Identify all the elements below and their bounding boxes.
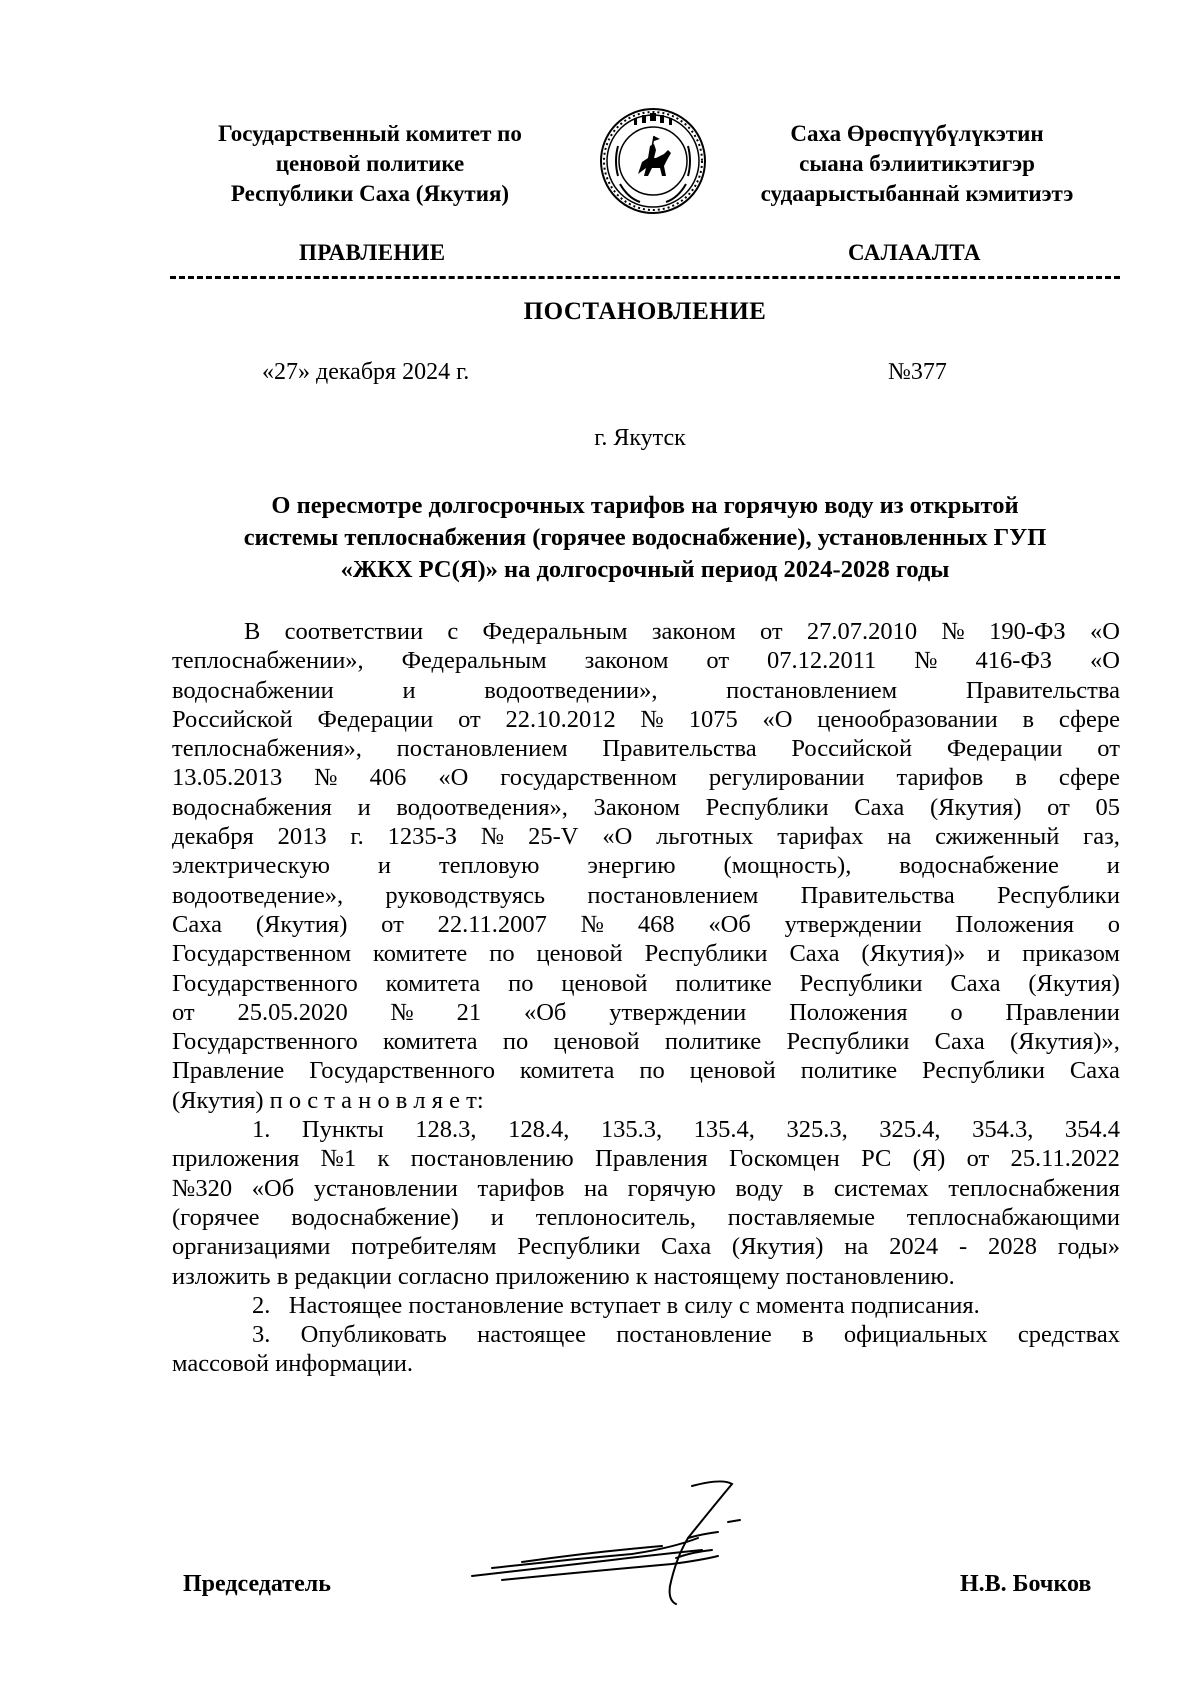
header-right-line: сыана бэлиитикэтигэр [799, 151, 1035, 176]
body-line: 2. Настоящее постановление вступает в силу с момента подписания. [252, 1291, 980, 1319]
header-right-org-name [712, 119, 1122, 209]
document-body [172, 617, 1120, 1379]
board-label-sakha: САЛААЛТА [848, 240, 981, 265]
body-line: Государственного комитета по ценовой политике Республики Саха (Якутия) [172, 969, 1120, 997]
dashed-divider [170, 276, 1120, 279]
body-line: Правление Государственного комитета по ценовой политике Республики Саха [172, 1057, 1120, 1085]
board-label-ru: ПРАВЛЕНИЕ [299, 240, 446, 265]
body-line: теплоснабжении», Федеральным законом от 07.12.2011 № 416-ФЗ «О [172, 647, 1120, 675]
body-line: 1. Пункты 128.3, 128.4, 135.3, 135.4, 325.3, 325.4, 354.3, 354.4 [252, 1116, 1120, 1144]
body-line: №320 «Об установлении тарифов на горячую воду в системах теплоснабжения [172, 1174, 1120, 1202]
body-line: водоснабжения и водоотведения», Законом Республики Саха (Якутия) от 05 [172, 793, 1120, 821]
document-subject [170, 490, 1120, 586]
body-line: электрическую и тепловую энергию (мощность), водоснабжение и [172, 852, 1120, 880]
body-line: (горячее водоснабжение) и теплоноситель, поставляемые теплоснабжающими [172, 1203, 1120, 1231]
body-line: 3. Опубликовать настоящее постановление в официальных средствах [252, 1321, 1120, 1349]
header-right-line: судаарыстыбаннай кэмитиэтэ [760, 181, 1074, 206]
body-line: от 25.05.2020 № 21 «Об утверждении Положения о Правлении [172, 998, 1120, 1026]
signatory-name: Н.В. Бочков [960, 1571, 1092, 1597]
subject-line: О пересмотре долгосрочных тарифов на горячую воду из открытой [271, 492, 1019, 519]
document-number: №377 [888, 359, 947, 385]
body-line: организациями потребителям Республики Саха (Якутия) на 2024 - 2028 годы» [172, 1233, 1120, 1261]
body-line: массовой информации. [172, 1350, 413, 1378]
body-line: Российской Федерации от 22.10.2012 № 1075 «О ценообразовании в сфере [172, 705, 1120, 733]
header-left-org-name [150, 119, 590, 209]
body-line: декабря 2013 г. 1235-З № 25-V «О льготных тарифах на сжиженный газ, [172, 823, 1120, 851]
subject-line: системы теплоснабжения (горячее водоснабжение), установленных ГУП [243, 524, 1047, 551]
body-line: Саха (Якутия) от 22.11.2007 № 468 «Об утверждении Положения о [172, 910, 1120, 938]
body-line: изложить в редакции согласно приложению к настоящему постановлению. [172, 1262, 955, 1290]
signatory-title: Председатель [183, 1571, 331, 1597]
subject-line: «ЖКХ РС(Я)» на долгосрочный период 2024-2028 годы [340, 556, 950, 583]
body-line: водоснабжении и водоотведении», постановлением Правительства [172, 676, 1120, 704]
header-left-line: Республики Саха (Якутия) [230, 181, 510, 206]
header-left-line: Государственный комитет по [218, 121, 522, 146]
document-type-title: ПОСТАНОВЛЕНИЕ [523, 298, 767, 325]
body-line: (Якутия) п о с т а н о в л я е т: [172, 1086, 484, 1114]
body-line: В соответствии с Федеральным законом от 27.07.2010 № 190-ФЗ «О [244, 618, 1120, 645]
body-line: водоотведение», руководствуясь постановлением Правительства Республики [172, 881, 1120, 909]
body-line: Государственном комитете по ценовой Республики Саха (Якутия)» и приказом [172, 940, 1120, 968]
body-line: Государственного комитета по ценовой политике Республики Саха (Якутия)», [172, 1028, 1120, 1056]
document-date: «27» декабря 2024 г. [262, 359, 470, 385]
body-line: приложения №1 к постановлению Правления Госкомцен РС (Я) от 25.11.2022 [172, 1145, 1120, 1173]
header-right-line: Саха Өрөспүүбүлүкэтин [790, 121, 1044, 146]
document-city: г. Якутск [594, 425, 686, 451]
coat-of-arms-icon [598, 106, 708, 216]
handwritten-signature [462, 1468, 782, 1618]
body-line: теплоснабжения», постановлением Правительства Российской Федерации от [172, 735, 1120, 763]
header-left-line: ценовой политике [275, 151, 465, 176]
body-line: 13.05.2013 № 406 «О государственном регулировании тарифов в сфере [172, 764, 1120, 792]
